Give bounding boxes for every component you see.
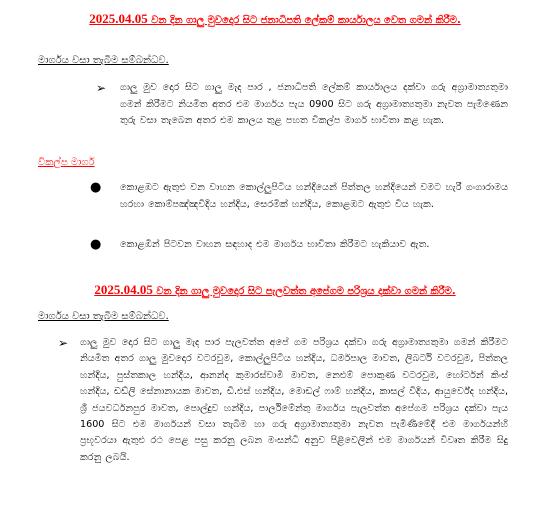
section2-title — [30, 282, 520, 299]
alt-routes-heading: විකල්ප මාර්ග — [38, 157, 95, 168]
arrow-bullet-icon: ➢ — [58, 336, 69, 350]
section1-title-date: 2025.04.05 — [89, 11, 148, 26]
alt-route-item-2: කොළඹින් පිටවන වාහන සඳහාද එම මාර්ගය භාවිතා කිරීමට හැකියාව ඇත. — [120, 239, 430, 250]
alt-route-item-1: කොළඹට ඇතුළු වන වාහන කොල්ලුපිටිය හන්දියෙන් පිත්තල හන්දියෙන් වමට හැරී ගංගාරාමය හරහා කොම්පඤ්ඤවීදිය හන්දිය, සෙරමික් හන්දිය, කොළඹට ඇතුළු විය හැක. — [120, 182, 508, 210]
arrow-bullet-icon: ➢ — [96, 81, 107, 95]
section2-title-date: 2025.04.05 — [94, 282, 153, 297]
section2-title-text: වන දින ගාලු මුවදොර සිට පැලවත්ත අපේගම පරිශ්‍රය දක්වා ගමන් කිරීම. — [152, 286, 456, 297]
section1-route-item: ගාලු මුව දොර සිට ගාලු මැද පාර , ජනාධිපති ලේකම් කාර්යාලය දක්වා ගරු අග්‍රාමාත්‍යතුමා ගමන් කිරීමට නියමිත අතර එම මාර්ගය පැය 0900 සිට ගරු අග්‍රාමාත්‍යතුමා නැවත පැමිණෙන තුරු වසා තැබෙන අතර එම කාලය තුළ පහත විකල්ප මාර්ග භාවිතා කළ හැක. — [120, 82, 508, 127]
dot-bullet-icon: ● — [90, 180, 102, 195]
section2-route-item: ගාලු මුව දොර සිට ගාලු මැද පාර පැලවත්ත අපේ ගම පරිශ්‍රය දක්වා ගරු අග්‍රාමාත්‍යතුමා ගමන් කිරීමට නියමිත අතර ගාලු මුවදොර වටරවුම, කොල්ලුපිටිය හන්දිය, ධර්මපාල මාවත, ලිබර්ටි වටරවුම, පිත්තල හන්දිය, පුස්තකාල හන්දිය, ආනන්ද කුමාරස්වාමි මාවත, නෙළුම් පොකුණ වටරවුම, හෝර්ටන් කිංස් හන්දිය, ඩඩ්ලි සේනානායක මාවත, ඩී.එස් හන්දිය, මොඩල් ෆාම් හන්දිය, කාසල් වීදිය, ආයුර්වේද හන්දිය, ශ්‍රී ජයවර්ධනපුර මාවත, පොල්දුව හන්දිය, පාර්ලිමේන්තු මාර්ගය පැලවත්ත අපේගම පරිශ්‍රය දක්වා පැය 1600 සිට එම මාර්ගයන් වසා තැබීම හා ගරු අග්‍රාමාත්‍යතුමා නැවත පැමිණීමේදී එම මාර්ගයන්හි ප්‍රභූවරයා ඇතුළු රථ පෙළ පසු කරනු ලබන මංසන්ධි අනුව පිළිවෙලින් එම මාර්ගයන් විවෘත කිරීම සිදු කරනු ලබයි. — [80, 337, 508, 463]
section1-title-text: වන දින ගාලු මුවදොර සිට ජනාධිපති ලේකම් කාර්යාලය වෙත ගමන් කිරීම. — [147, 15, 461, 26]
section2-route-heading: මාර්ගය වසා තැබීම සම්බන්ධව. — [38, 311, 169, 322]
dot-bullet-icon: ● — [90, 237, 102, 252]
section1-route-heading: මාර්ගය වසා තැබීම සම්බන්ධව. — [38, 55, 169, 66]
section1-title — [40, 11, 510, 28]
